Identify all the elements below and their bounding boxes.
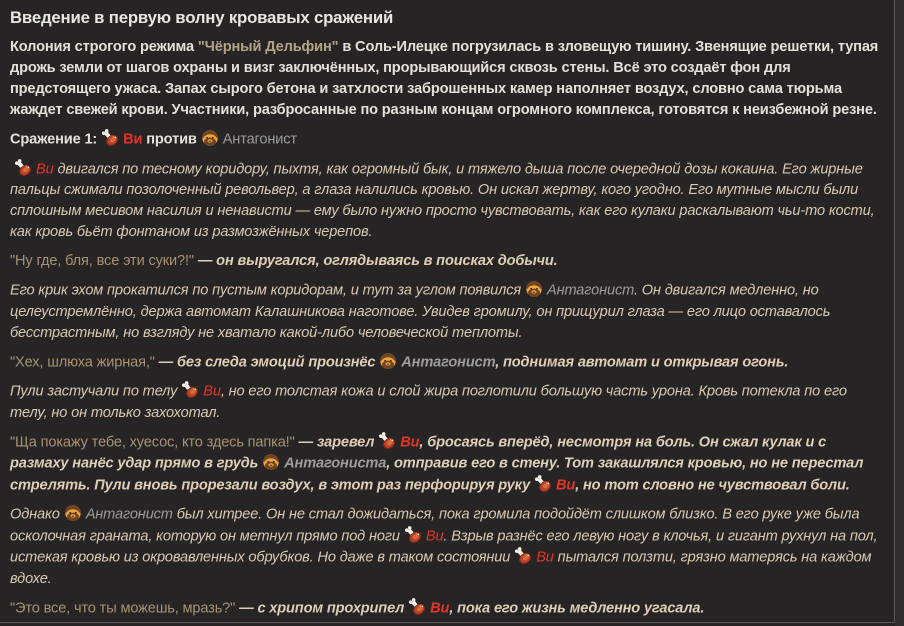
quoted-dialogue: "Ну где, бля, все эти суки?!" bbox=[10, 253, 194, 269]
text-run: . Взрыв разнёс его левую ногу в клочья, и гигант рухнул на пол, истекая кровью из окровавленных обрубков. Но даже в таком состоянии bbox=[10, 528, 878, 566]
text-run: , но тот словно не чувствовал боли. bbox=[575, 477, 850, 493]
character-name-vi: Ви bbox=[400, 434, 420, 450]
character-name-antagonist: Антагонист bbox=[401, 354, 496, 370]
character-name-vi: Ви bbox=[430, 600, 450, 616]
narration-paragraph bbox=[10, 280, 885, 344]
character-name-antagonist: Антагониста bbox=[284, 455, 387, 472]
text-run: , пока его жизнь медленно угасала. bbox=[449, 600, 705, 616]
narration-paragraph bbox=[10, 159, 885, 244]
text-run: — без следа эмоций произнёс bbox=[154, 354, 376, 370]
bearded-face-icon bbox=[64, 504, 82, 522]
text-run: , поднимая автомат и открывая огонь. bbox=[495, 354, 789, 370]
text-run: , но его толстая кожа и слой жира поглотили большую часть урона. Кровь потекла по его телу, но он только захохотал. bbox=[10, 383, 847, 421]
character-name-vi: Ви bbox=[536, 549, 554, 566]
text-run: Пули застучали по телу bbox=[10, 383, 178, 400]
character-name-antagonist: Антагонист bbox=[547, 282, 634, 299]
quoted-dialogue: "Чёрный Дельфин" bbox=[197, 39, 339, 55]
battle-heading bbox=[10, 129, 885, 151]
text-run: был хитрее. Он не стал дожидаться, пока громила подойдёт слишком близко. В его руке уже была осколочная граната, которую он метнул прямо под ноги bbox=[10, 506, 860, 544]
text-run: двигался по тесному коридору, пыхтя, как огромный бык, и тяжело дыша после очередной дозы кокаина. Его жирные пальцы сжимали позолоченный револьвер, а глаза налились кровью. Он искал жертву, кого угодно. Его мутные мысли были сплошным месивом насилия и ненависти — ему было нужно просто чувствовать, как его кулаки раскалывают чьи-то кости, как кровь бьёт фонтаном из размозжённых черепов. bbox=[10, 161, 875, 240]
text-run: в Соль-Илецке погрузилась в зловещую тишину. Звенящие решетки, тупая дрожь земли от шагов охраны и визг заключённых, прорывающийся сквозь стены. Всё это создаёт фон для предстоящего ужаса. Запах сырого бетона и затхлости заброшенных камер наполняет воздух, словно сама тюрьма жаждет свежей крови. Участники, разбросанные по разным концам огромного комплекса, готовятся к неизбежной резне. bbox=[10, 39, 879, 118]
story-title: Введение в первую волну кровавых сражений bbox=[10, 8, 394, 27]
intro-paragraph bbox=[10, 37, 885, 121]
dialogue-paragraph bbox=[10, 598, 885, 620]
meat-on-bone-icon bbox=[181, 381, 199, 399]
dialogue-paragraph bbox=[10, 251, 885, 272]
bearded-face-icon bbox=[525, 280, 543, 298]
dialogue-paragraph bbox=[10, 352, 885, 374]
meat-on-bone-icon bbox=[404, 526, 422, 544]
meat-on-bone-icon bbox=[534, 475, 552, 493]
bearded-face-icon bbox=[379, 352, 397, 370]
character-name-antagonist: Антагонист bbox=[85, 506, 173, 523]
text-run: — он выругался, оглядываясь в поисках добычи. bbox=[193, 253, 558, 269]
meat-on-bone-icon bbox=[14, 159, 32, 177]
meat-on-bone-icon bbox=[378, 432, 396, 450]
character-name-antagonist: Антагонист bbox=[222, 131, 297, 148]
text-run: Однако bbox=[10, 506, 60, 523]
character-name-vi: Ви bbox=[36, 161, 54, 177]
quoted-dialogue: "Хех, шлюха жирная," bbox=[10, 354, 155, 370]
text-run: Колония строгого режима bbox=[10, 39, 198, 55]
meat-on-bone-icon bbox=[408, 598, 426, 616]
text-run: пытался ползти, грязно матерясь на каждом вдохе. bbox=[10, 549, 872, 587]
character-name-vi: Ви bbox=[123, 131, 143, 148]
text-run: — с хрипом прохрипел bbox=[235, 600, 405, 616]
character-name-vi: Ви bbox=[203, 383, 221, 400]
text-run: , бросаясь вперёд, несмотря на боль. Он сжал кулак и с размаху нанёс удар прямо в грудь bbox=[10, 434, 827, 472]
meat-on-bone-icon bbox=[101, 129, 119, 147]
text-run: Его крик эхом прокатился по пустым коридорам, и тут за углом появился bbox=[10, 282, 521, 299]
text-run: . Он двигался медленно, но целеустремлённо, держа автомат Калашникова наготове. Увидев громилу, он прищурил глаза — его лицо оставалось бесстрастным, но взгляду не хватало какой-либо человеческой теплоты. bbox=[10, 282, 831, 341]
quoted-dialogue: "Ща покажу тебе, хуесос, кто здесь папка!" bbox=[10, 434, 295, 450]
narration-paragraph bbox=[10, 381, 885, 424]
bearded-face-icon bbox=[262, 453, 280, 471]
text-run: — заревел bbox=[294, 434, 375, 450]
character-name-vi: Ви bbox=[425, 528, 444, 544]
character-name-vi: Ви bbox=[556, 477, 576, 493]
narration-paragraph bbox=[10, 504, 885, 590]
text-run: , отправив его в стену. Тот закашлялся кровью, но не перестал стрелять. Пули вновь прорезали воздух, в этот раз перфорируя руку bbox=[10, 455, 864, 493]
bearded-face-icon bbox=[201, 129, 219, 147]
scrollbar[interactable] bbox=[895, 0, 904, 626]
meat-on-bone-icon bbox=[514, 547, 532, 565]
quoted-dialogue: "Это все, что ты можешь, мразь?" bbox=[10, 600, 236, 616]
message-body bbox=[10, 37, 885, 619]
dialogue-paragraph bbox=[10, 432, 885, 497]
text-run: Сражение 1: bbox=[10, 131, 98, 148]
text-run: против bbox=[142, 131, 197, 148]
